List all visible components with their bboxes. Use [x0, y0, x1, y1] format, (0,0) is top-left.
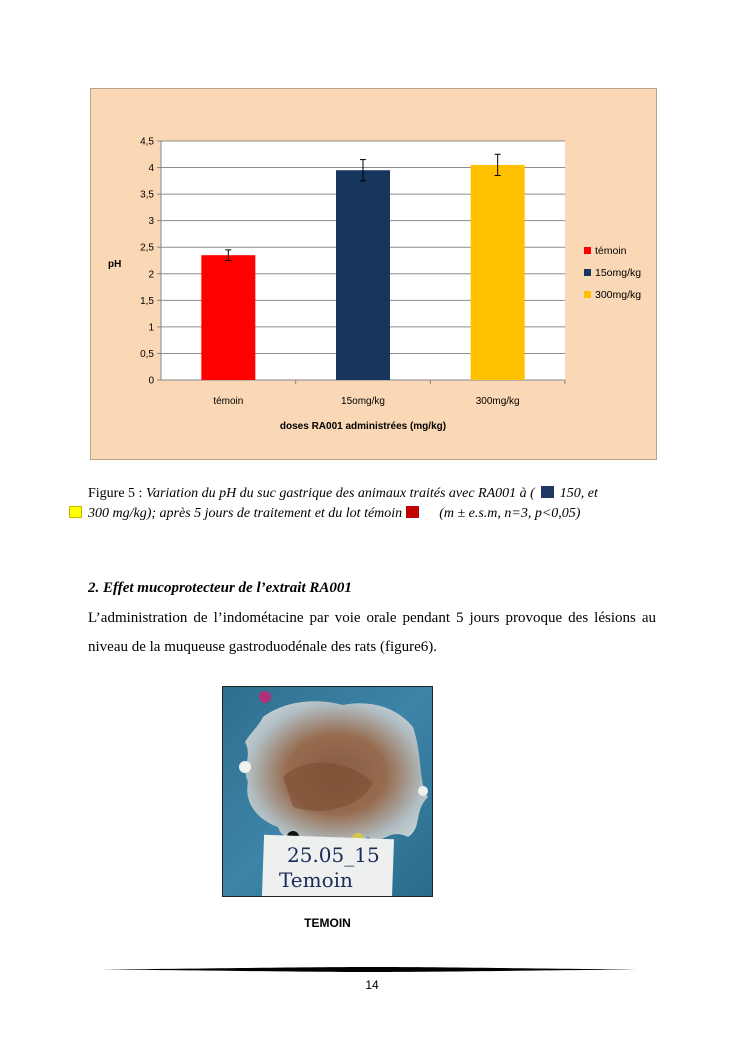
footer-rule: [102, 967, 642, 972]
page-number: 14: [365, 978, 379, 992]
photo-label: TEMOIN: [304, 916, 351, 930]
svg-text:Temoin: Temoin: [279, 868, 353, 892]
legend-entry: 15omg/kg: [595, 267, 642, 279]
swatch-150-icon: [541, 486, 554, 498]
body-paragraph: L’administration de l’indométacine par voie orale pendant 5 jours provoque des lésions au niveau de la muqueuse gastroduodénale des rats (figure6).: [88, 610, 656, 655]
y-tick-label: 3,5: [140, 189, 154, 201]
caption-text-1: Variation du pH du suc gastrique des animaux traités avec RA001 à (: [145, 486, 535, 501]
y-tick-label: 1,5: [140, 295, 154, 307]
caption-prefix: Figure 5 :: [88, 486, 146, 501]
caption-text-4: (m ± e.s.m, n=3, p<0,05): [439, 506, 581, 521]
swatch-temoin-icon: [406, 506, 419, 518]
y-tick-label: 1: [148, 322, 154, 334]
bar-0: [201, 255, 255, 380]
svg-text:25.05_15: 25.05_15: [287, 843, 380, 867]
y-axis-label: pH: [108, 259, 122, 270]
legend-entry: 300mg/kg: [595, 289, 642, 301]
y-tick-label: 2: [148, 269, 154, 281]
stomach-photo: [222, 686, 433, 897]
legend-swatch: [584, 269, 591, 276]
legend-entry: témoin: [595, 245, 627, 257]
caption-text-3: 300 mg/kg); après 5 jours de traitement et du lot témoin: [88, 506, 403, 521]
y-tick-label: 3: [148, 216, 154, 228]
y-tick-label: 4: [148, 163, 154, 175]
legend-swatch: [584, 247, 591, 254]
y-tick-label: 2,5: [140, 242, 154, 254]
x-tick-label: témoin: [213, 396, 244, 407]
y-tick-label: 0,5: [140, 348, 154, 360]
chart-legend: [584, 245, 641, 301]
swatch-300-icon: [69, 506, 82, 518]
bar-chart: [91, 89, 656, 459]
x-tick-label: 300mg/kg: [475, 396, 520, 407]
y-tick-label: 4,5: [140, 136, 154, 148]
x-axis-label: doses RA001 administrées (mg/kg): [279, 421, 447, 432]
chart-figure-5: [90, 88, 657, 460]
y-tick-label: 0: [148, 375, 154, 387]
caption-text-2: 150, et: [559, 486, 598, 501]
x-tick-label: 15omg/kg: [341, 396, 385, 407]
figure-caption: [88, 484, 668, 524]
section-heading: 2. Effet mucoprotecteur de l’extrait RA001: [88, 580, 352, 596]
bar-1: [336, 170, 390, 380]
bar-2: [471, 165, 525, 380]
legend-swatch: [584, 291, 591, 298]
